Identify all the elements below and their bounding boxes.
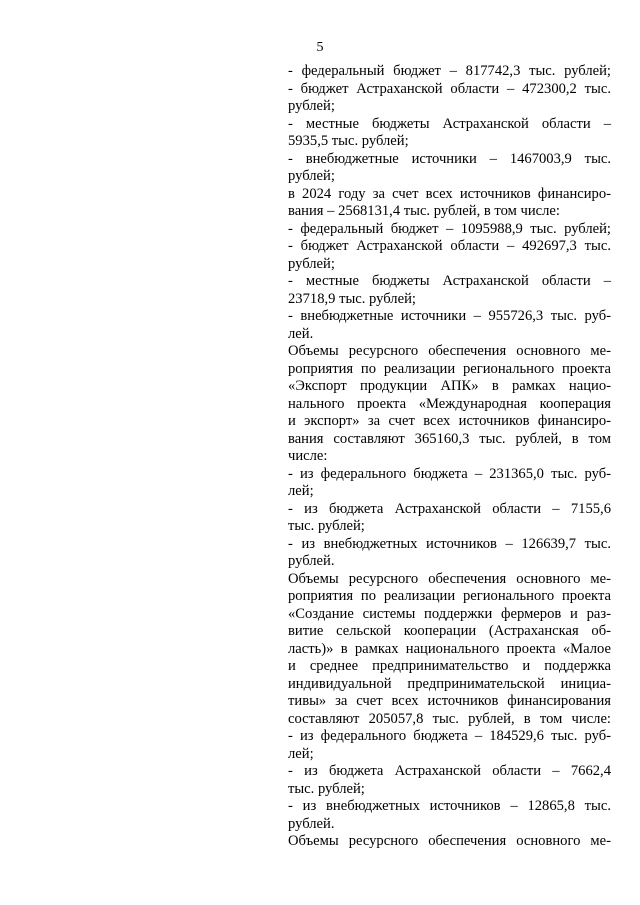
text-line: нального проекта «Международная кооперация [288, 395, 611, 412]
text-line: лей. [288, 325, 314, 342]
text-line: - из внебюджетных источников – 126639,7 тыс. [288, 535, 611, 552]
text-line: числе: [288, 448, 328, 464]
text-line: составляют 205057,8 тыс. рублей, в том числе: [288, 710, 611, 727]
text-line: тивы» за счет всех источников финансирования [288, 693, 611, 709]
text-line: и экспорт» за счет всех источников финансиро- [288, 413, 611, 429]
text-line: - из внебюджетных источников – 12865,8 тыс. [288, 798, 611, 814]
text-line: в 2024 году за счет всех источников финансиро- [288, 185, 611, 202]
text-line: 5935,5 тыс. рублей; [288, 133, 409, 149]
text-line: Объемы ресурсного обеспечения основного ме- [288, 343, 611, 359]
text-line: и среднее предпринимательство и поддержка [288, 658, 611, 674]
text-line: вания составляют 365160,3 тыс. рублей, в том [288, 430, 611, 447]
text-line: - внебюджетные источники – 1467003,9 тыс. [288, 150, 611, 167]
text-line: - из федерального бюджета – 184529,6 тыс. руб- [288, 728, 611, 744]
text-line: рублей. [288, 815, 335, 832]
text-line: тыс. рублей; [288, 780, 365, 797]
text-line: рублей; [288, 98, 335, 114]
text-line: - из бюджета Астраханской области – 7662,4 [288, 763, 611, 779]
text-line: лей; [288, 745, 314, 762]
document-text [288, 63, 611, 851]
text-line: роприятия по реализации регионального проекта [288, 360, 611, 377]
text-line: витие сельской кооперации (Астраханская об- [288, 623, 611, 639]
text-line: Объемы ресурсного обеспечения основного ме- [288, 570, 611, 587]
text-line: вания – 2568131,4 тыс. рублей, в том числе: [288, 203, 560, 219]
text-line: «Экспорт продукции АПК» в рамках нацио- [288, 378, 611, 394]
text-line: рублей; [288, 255, 335, 272]
text-line: - бюджет Астраханской области – 472300,2 тыс. [288, 80, 611, 97]
text-line: - федеральный бюджет – 1095988,9 тыс. рублей; [288, 220, 611, 237]
text-line: индивидуальной предпринимательской инициа- [288, 675, 611, 692]
text-line: - местные бюджеты Астраханской области – [288, 115, 611, 132]
text-line: рублей. [288, 553, 335, 569]
text-line: Объемы ресурсного обеспечения основного ме- [288, 833, 611, 849]
text-line: тыс. рублей; [288, 518, 365, 534]
text-line: - из бюджета Астраханской области – 7155,6 [288, 500, 611, 517]
text-line: 23718,9 тыс. рублей; [288, 290, 416, 307]
text-line: рублей; [288, 168, 335, 184]
text-line: ласть)» в рамках национального проекта «Малое [288, 640, 611, 657]
text-line: - бюджет Астраханской области – 492697,3 тыс. [288, 238, 611, 254]
text-line: «Создание системы поддержки фермеров и раз- [288, 605, 611, 622]
text-line: лей; [288, 483, 314, 499]
page-number: 5 [316, 40, 324, 55]
text-line: - внебюджетные источники – 955726,3 тыс. руб- [288, 308, 611, 324]
text-line: - федеральный бюджет – 817742,3 тыс. рублей; [288, 63, 611, 79]
text-line: - местные бюджеты Астраханской области – [288, 273, 611, 289]
text-line: роприятия по реализации регионального проекта [288, 588, 611, 604]
text-line: - из федерального бюджета – 231365,0 тыс. руб- [288, 465, 611, 482]
